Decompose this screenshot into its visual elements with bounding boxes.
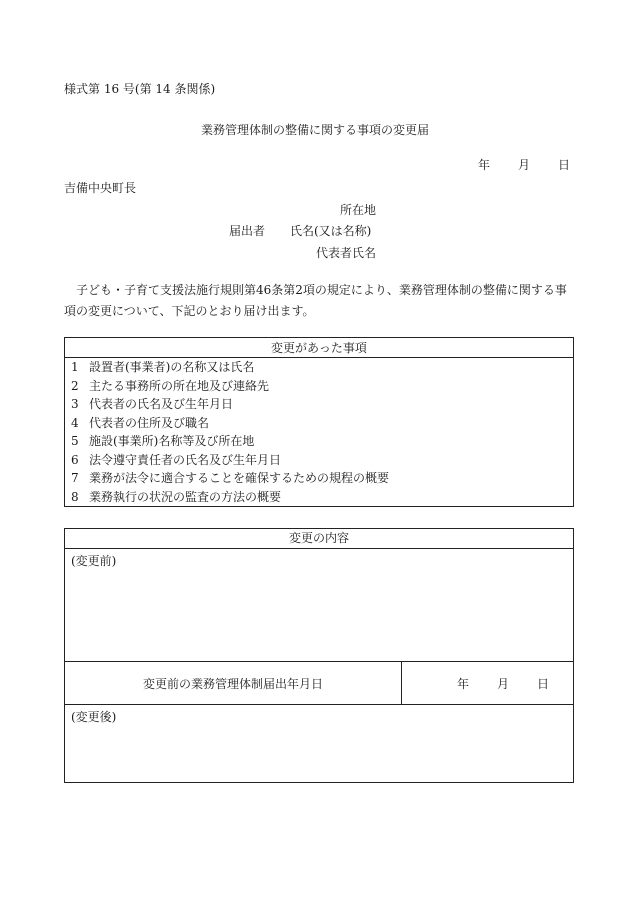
table-row [65,395,574,414]
filing-day-label: 日 [537,676,550,691]
previous-filing-date-label: 変更前の業務管理体制届出年月日 [65,662,402,704]
body-paragraph [64,280,574,322]
item-text: 代表者の氏名及び生年月日 [89,397,234,412]
item-text: 設置者(事業者)の名称又は氏名 [89,360,255,375]
address-label: 所在地 [340,203,377,217]
body-text: 子ども・子育て支援法施行規則第46条第2項の規定により、業務管理体制の整備に関する事項の変更について、下記のとおり届け出ます。 [64,283,567,318]
table-row [65,414,574,433]
filer-label: 届出者 [229,224,266,238]
change-content-header: 変更の内容 [65,529,573,549]
item-number: 5 [71,434,79,449]
table-row [65,469,574,488]
submission-date [478,156,570,173]
representative-label: 代表者氏名 [316,246,377,260]
item-text: 主たる事務所の所在地及び連絡先 [89,378,270,393]
table-row [65,358,574,377]
table-row [65,488,574,507]
name-label: 氏名(又は名称) [290,224,372,238]
previous-filing-date-field[interactable] [402,662,573,704]
table-row [65,377,574,396]
filing-year-label: 年 [457,676,470,691]
item-number: 1 [71,360,79,375]
form-number: 様式第 16 号(第 14 条関係) [64,82,216,96]
item-text: 業務が法令に適合することを確保するための規程の概要 [89,471,390,486]
table-row [65,451,574,470]
item-text: 施設(事業所)名称等及び所在地 [89,434,255,449]
before-change-label: (変更前) [71,554,117,568]
item-text: 代表者の住所及び職名 [89,415,210,430]
after-change-field[interactable] [65,705,573,725]
date-month-label: 月 [518,158,531,172]
item-number: 2 [71,378,79,393]
changed-items-table [64,337,574,507]
item-text: 業務執行の状況の監査の方法の概要 [89,489,282,504]
item-text: 法令遵守責任者の氏名及び生年月日 [89,452,282,467]
after-change-label: (変更後) [71,710,117,724]
change-content-table [64,528,574,783]
item-number: 8 [71,489,79,504]
recipient: 吉備中央町長 [64,181,137,195]
item-number: 3 [71,397,79,412]
changed-items-header: 変更があった事項 [65,338,574,358]
item-number: 7 [71,471,79,486]
filing-month-label: 月 [497,676,510,691]
table-row [65,432,574,451]
previous-filing-date-row [65,662,573,705]
before-change-field[interactable] [65,549,573,662]
date-year-label: 年 [478,158,491,172]
item-number: 6 [71,452,79,467]
date-day-label: 日 [558,158,571,172]
item-number: 4 [71,415,79,430]
document-title: 業務管理体制の整備に関する事項の変更届 [200,123,429,137]
